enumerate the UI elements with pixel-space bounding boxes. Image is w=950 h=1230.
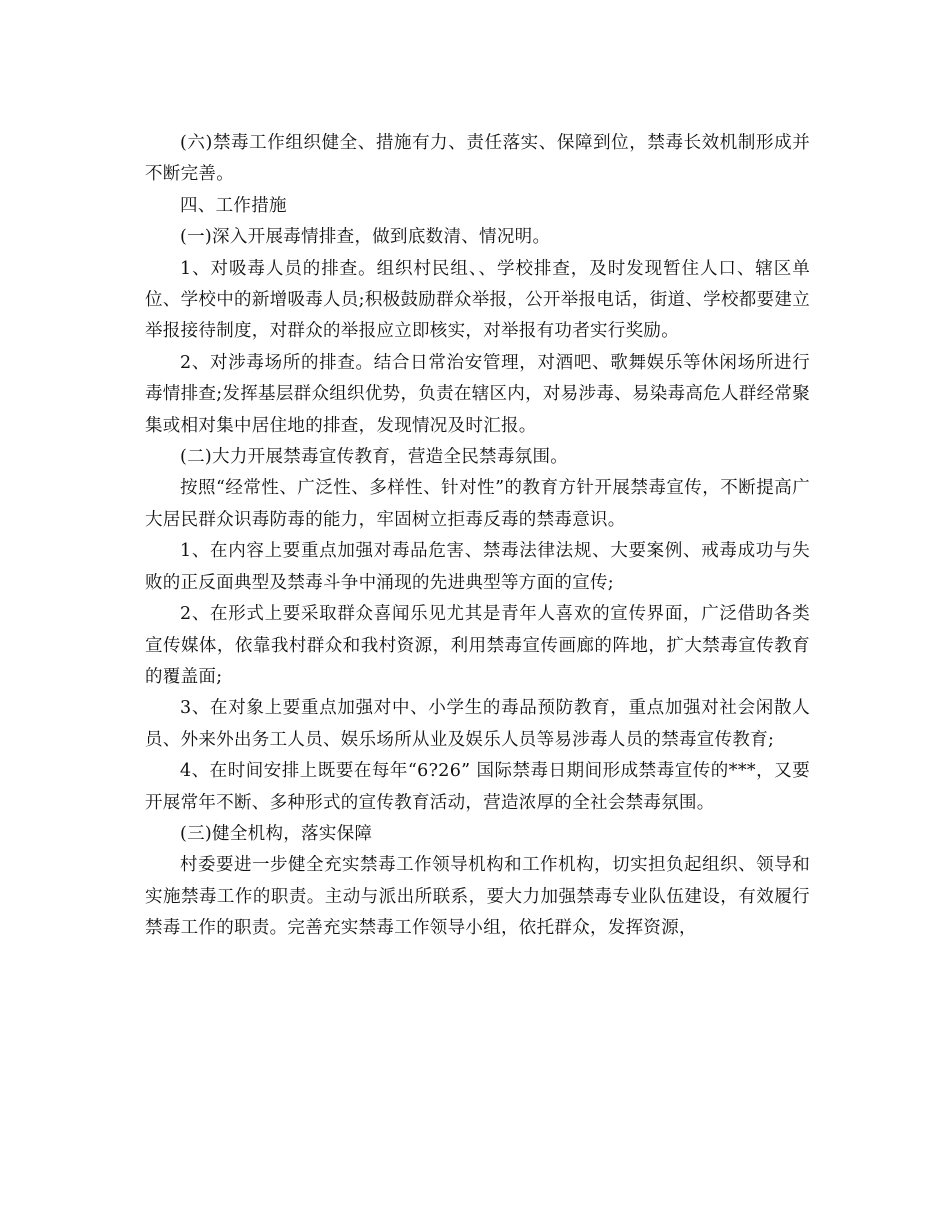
paragraph-publicity-content: 1、在内容上要重点加强对毒品危害、禁毒法律法规、大要案例、戒毒成功与失败的正反面典型及禁毒斗争中涌现的先进典型等方面的宣传; <box>145 541 810 593</box>
paragraph-item-6-organization: (六)禁毒工作组织健全、措施有力、责任落实、保障到位，禁毒长效机制形成并不断完善。 <box>145 133 810 185</box>
paragraph-publicity-form: 2、在形式上要采取群众喜闻乐见尤其是青年人喜欢的宣传界面，广泛借助各类宣传媒体，依靠我村群众和我村资源，利用禁毒宣传画廊的阵地，扩大禁毒宣传教育的覆盖面; <box>145 604 810 687</box>
paragraph-publicity-timing: 4、在时间安排上既要在每年“6?26” 国际禁毒日期间形成禁毒宣传的***，又要开展常年不断、多种形式的宣传教育活动，营造浓厚的全社会禁毒氛围。 <box>145 761 810 813</box>
paragraph-organization-guarantee: 村委要进一步健全充实禁毒工作领导机构和工作机构，切实担负起组织、领导和实施禁毒工作的职责。主动与派出所联系，要大力加强禁毒专业队伍建设，有效履行禁毒工作的职责。完善充实禁毒工作领导小组，依托群众，发挥资源， <box>145 855 810 939</box>
paragraph-venue-investigation: 2、对涉毒场所的排查。结合日常治安管理，对酒吧、歌舞娱乐等休闲场所进行毒情排查;发挥基层群众组织优势，负责在辖区内，对易涉毒、易染毒高危人群经常聚集或相对集中居住地的排查，发现情况及时汇报。 <box>145 352 810 436</box>
subsection-heading-investigation: (一)深入开展毒情排查，做到底数清、情况明。 <box>180 227 551 248</box>
subsection-heading-publicity: (二)大力开展禁毒宣传教育，营造全民禁毒氛围。 <box>180 447 569 468</box>
paragraph-drug-user-investigation: 1、对吸毒人员的排查。组织村民组、、学校排查，及时发现暂住人口、辖区单位、学校中的新增吸毒人员;积极鼓励群众举报，公开举报电话，街道、学校都要建立举报接待制度，对群众的举报应立即核实，对举报有功者实行奖励。 <box>145 258 810 342</box>
paragraph-publicity-policy: 按照“经常性、广泛性、多样性、针对性”的教育方针开展禁毒宣传，不断提高广大居民群众识毒防毒的能力，牢固树立拒毒反毒的禁毒意识。 <box>145 478 810 530</box>
subsection-heading-organization: (三)健全机构，落实保障 <box>180 823 373 844</box>
paragraph-publicity-audience: 3、在对象上要重点加强对中、小学生的毒品预防教育，重点加强对社会闲散人员、外来外出务工人员、娱乐场所从业及娱乐人员等易涉毒人员的禁毒宣传教育; <box>145 698 810 750</box>
section-heading-work-measures: 四、工作措施 <box>180 195 287 216</box>
document-body <box>145 128 810 945</box>
